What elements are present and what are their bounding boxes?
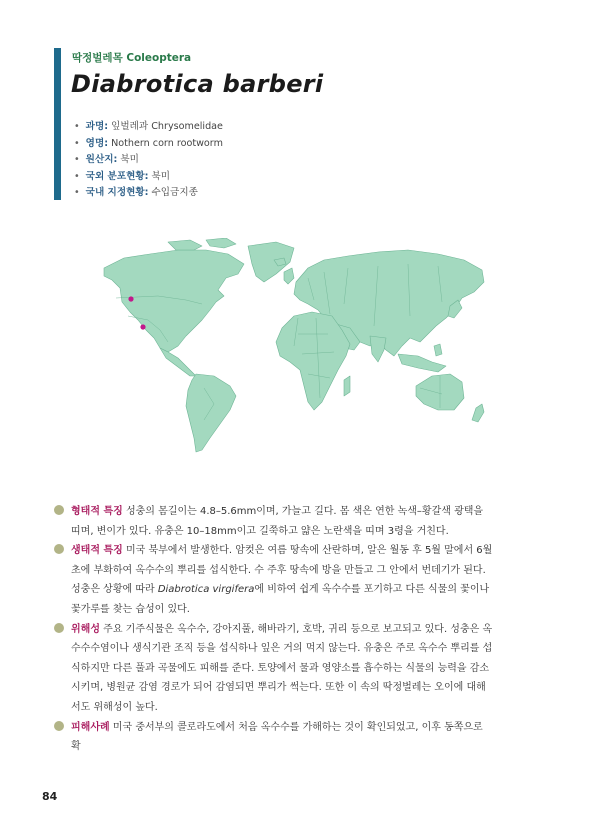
olive-bullet-icon [54, 623, 64, 633]
section-risk: 위해성 주요 기주식물은 옥수수, 강아지풀, 해바라기, 호박, 귀리 등으로 보고되고 있다. 성충은 옥수수수염이나 생식기관 조직 등을 섭식하나 잎은 거의 먹지 않는다. 유충은 주로 옥수수 뿌리를 섭식하지만 다른 풀과 곡물에도 피해를 준다. 토양에서 물과 영양소를 흡수하는 식물의 능력을 감소시키며, 병원균 감염 경로가 되어 감염되면 뿌리가 썩는다. 또한 이 속의 딱정벌레는 오이에 대해서도 위해성이 높다. [54, 620, 494, 718]
world-map-svg [98, 238, 493, 456]
distribution-marker-icon [128, 296, 133, 301]
species-info-list [74, 119, 223, 202]
olive-bullet-icon [54, 544, 64, 554]
distribution-marker-icon [140, 324, 145, 329]
header-accent-bar [54, 48, 61, 200]
section-morphology: 형태적 특징 성충의 몸길이는 4.8–5.6mm이며, 가늘고 길다. 몸 색은 연한 녹색–황갈색 광택을 띠며, 변이가 있다. 유충은 10–18mm이고 길쭉하고 얇은 노란색을 띠며 3령을 거친다. [54, 502, 494, 541]
info-domestic-status: • 국내 지정현황: 수입금지종 [74, 185, 223, 202]
species-description [54, 502, 494, 757]
olive-bullet-icon [54, 505, 64, 515]
info-english-name: • 영명: Nothern corn rootworm [74, 136, 223, 153]
species-title: Diabrotica barberi [71, 70, 324, 98]
page-number: 84 [42, 790, 58, 803]
world-distribution-map [98, 238, 493, 456]
order-label: 딱정벌레목 Coleoptera [72, 52, 192, 64]
section-damage-cases: 피해사례 미국 중서부의 콜로라도에서 처음 옥수수를 가해하는 것이 확인되었고, 이후 동쪽으로 확 [54, 718, 494, 757]
info-origin: • 원산지: 북미 [74, 152, 223, 169]
info-foreign-distribution: • 국외 분포현황: 북미 [74, 169, 223, 186]
section-ecology: 생태적 특징 미국 북부에서 발생한다. 암컷은 여름 땅속에 산란하며, 알은 월동 후 5월 말에서 6월 초에 부화하여 옥수수의 뿌리를 섭식한다. 수 주후 땅속에 방을 만들고 그 안에서 번데기가 된다. 성충은 상황에 따라 Diabrotica virgifera에 비하여 쉽게 옥수수를 포기하고 다른 식물의 꽃이나 꽃가루를 찾는 습성이 있다. [54, 541, 494, 619]
info-family: • 과명: 잎벌레과 Chrysomelidae [74, 119, 223, 136]
olive-bullet-icon [54, 721, 64, 731]
